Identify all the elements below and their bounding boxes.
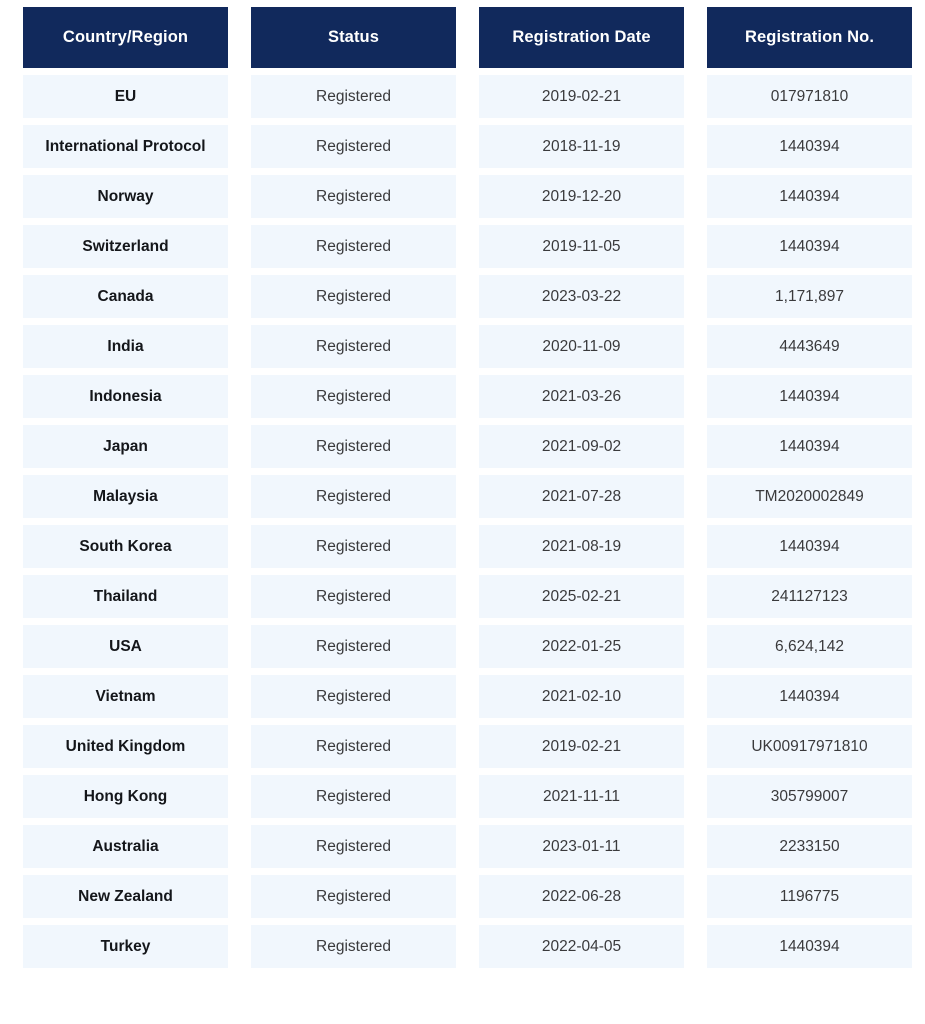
- table-row: [23, 575, 912, 618]
- cell-registration-no: 1196775: [707, 875, 912, 918]
- cell-country-region: Australia: [23, 825, 228, 868]
- cell-registration-no: 017971810: [707, 75, 912, 118]
- cell-registration-no: 2233150: [707, 825, 912, 868]
- cell-country-region: Turkey: [23, 925, 228, 968]
- cell-status: Registered: [251, 75, 456, 118]
- table-row: [23, 525, 912, 568]
- cell-country-region: New Zealand: [23, 875, 228, 918]
- cell-country-region: Thailand: [23, 575, 228, 618]
- cell-registration-no: TM2020002849: [707, 475, 912, 518]
- cell-status: Registered: [251, 725, 456, 768]
- cell-country-region: USA: [23, 625, 228, 668]
- table-row: [23, 775, 912, 818]
- cell-registration-date: 2021-08-19: [479, 525, 684, 568]
- cell-registration-no: 1440394: [707, 225, 912, 268]
- table-row: [23, 425, 912, 468]
- cell-registration-date: 2022-04-05: [479, 925, 684, 968]
- cell-status: Registered: [251, 275, 456, 318]
- cell-registration-no: 241127123: [707, 575, 912, 618]
- cell-registration-no: 1440394: [707, 125, 912, 168]
- cell-country-region: Switzerland: [23, 225, 228, 268]
- cell-registration-no: 1440394: [707, 675, 912, 718]
- cell-registration-no: 1440394: [707, 175, 912, 218]
- cell-status: Registered: [251, 425, 456, 468]
- cell-registration-date: 2019-02-21: [479, 725, 684, 768]
- cell-status: Registered: [251, 475, 456, 518]
- column-header-country-region[interactable]: Country/Region: [23, 7, 228, 68]
- cell-country-region: India: [23, 325, 228, 368]
- cell-registration-no: UK00917971810: [707, 725, 912, 768]
- cell-registration-date: 2019-11-05: [479, 225, 684, 268]
- cell-registration-date: 2021-02-10: [479, 675, 684, 718]
- cell-registration-date: 2019-02-21: [479, 75, 684, 118]
- cell-status: Registered: [251, 775, 456, 818]
- cell-country-region: International Protocol: [23, 125, 228, 168]
- cell-status: Registered: [251, 225, 456, 268]
- table-header-row: [23, 7, 912, 68]
- table-row: [23, 225, 912, 268]
- table-row: [23, 925, 912, 968]
- cell-registration-date: 2021-11-11: [479, 775, 684, 818]
- table-row: [23, 75, 912, 118]
- cell-registration-no: 4443649: [707, 325, 912, 368]
- table-row: [23, 375, 912, 418]
- cell-status: Registered: [251, 875, 456, 918]
- cell-status: Registered: [251, 125, 456, 168]
- table-row: [23, 825, 912, 868]
- cell-status: Registered: [251, 925, 456, 968]
- cell-country-region: EU: [23, 75, 228, 118]
- table-row: [23, 675, 912, 718]
- cell-registration-date: 2023-01-11: [479, 825, 684, 868]
- cell-registration-date: 2022-06-28: [479, 875, 684, 918]
- table-header: [23, 7, 912, 68]
- cell-status: Registered: [251, 625, 456, 668]
- cell-country-region: South Korea: [23, 525, 228, 568]
- table-body: [23, 75, 912, 968]
- cell-registration-date: 2018-11-19: [479, 125, 684, 168]
- cell-status: Registered: [251, 825, 456, 868]
- cell-registration-date: 2023-03-22: [479, 275, 684, 318]
- cell-registration-date: 2021-03-26: [479, 375, 684, 418]
- cell-country-region: Vietnam: [23, 675, 228, 718]
- cell-status: Registered: [251, 375, 456, 418]
- cell-registration-date: 2020-11-09: [479, 325, 684, 368]
- column-header-registration-no[interactable]: Registration No.: [707, 7, 912, 68]
- cell-status: Registered: [251, 525, 456, 568]
- cell-country-region: Indonesia: [23, 375, 228, 418]
- table-row: [23, 325, 912, 368]
- cell-registration-no: 305799007: [707, 775, 912, 818]
- cell-registration-no: 1440394: [707, 375, 912, 418]
- cell-status: Registered: [251, 575, 456, 618]
- column-header-registration-date[interactable]: Registration Date: [479, 7, 684, 68]
- cell-registration-date: 2021-07-28: [479, 475, 684, 518]
- cell-status: Registered: [251, 675, 456, 718]
- cell-status: Registered: [251, 325, 456, 368]
- table-row: [23, 275, 912, 318]
- cell-country-region: Hong Kong: [23, 775, 228, 818]
- cell-registration-no: 6,624,142: [707, 625, 912, 668]
- cell-status: Registered: [251, 175, 456, 218]
- table-row: [23, 175, 912, 218]
- cell-registration-date: 2021-09-02: [479, 425, 684, 468]
- cell-registration-no: 1,171,897: [707, 275, 912, 318]
- table-row: [23, 125, 912, 168]
- cell-country-region: Norway: [23, 175, 228, 218]
- cell-registration-no: 1440394: [707, 425, 912, 468]
- cell-country-region: Canada: [23, 275, 228, 318]
- column-header-status[interactable]: Status: [251, 7, 456, 68]
- cell-country-region: Malaysia: [23, 475, 228, 518]
- cell-registration-date: 2019-12-20: [479, 175, 684, 218]
- cell-registration-no: 1440394: [707, 925, 912, 968]
- table-row: [23, 475, 912, 518]
- table-row: [23, 725, 912, 768]
- cell-registration-no: 1440394: [707, 525, 912, 568]
- cell-country-region: Japan: [23, 425, 228, 468]
- cell-registration-date: 2025-02-21: [479, 575, 684, 618]
- table-row: [23, 875, 912, 918]
- cell-registration-date: 2022-01-25: [479, 625, 684, 668]
- cell-country-region: United Kingdom: [23, 725, 228, 768]
- table-row: [23, 625, 912, 668]
